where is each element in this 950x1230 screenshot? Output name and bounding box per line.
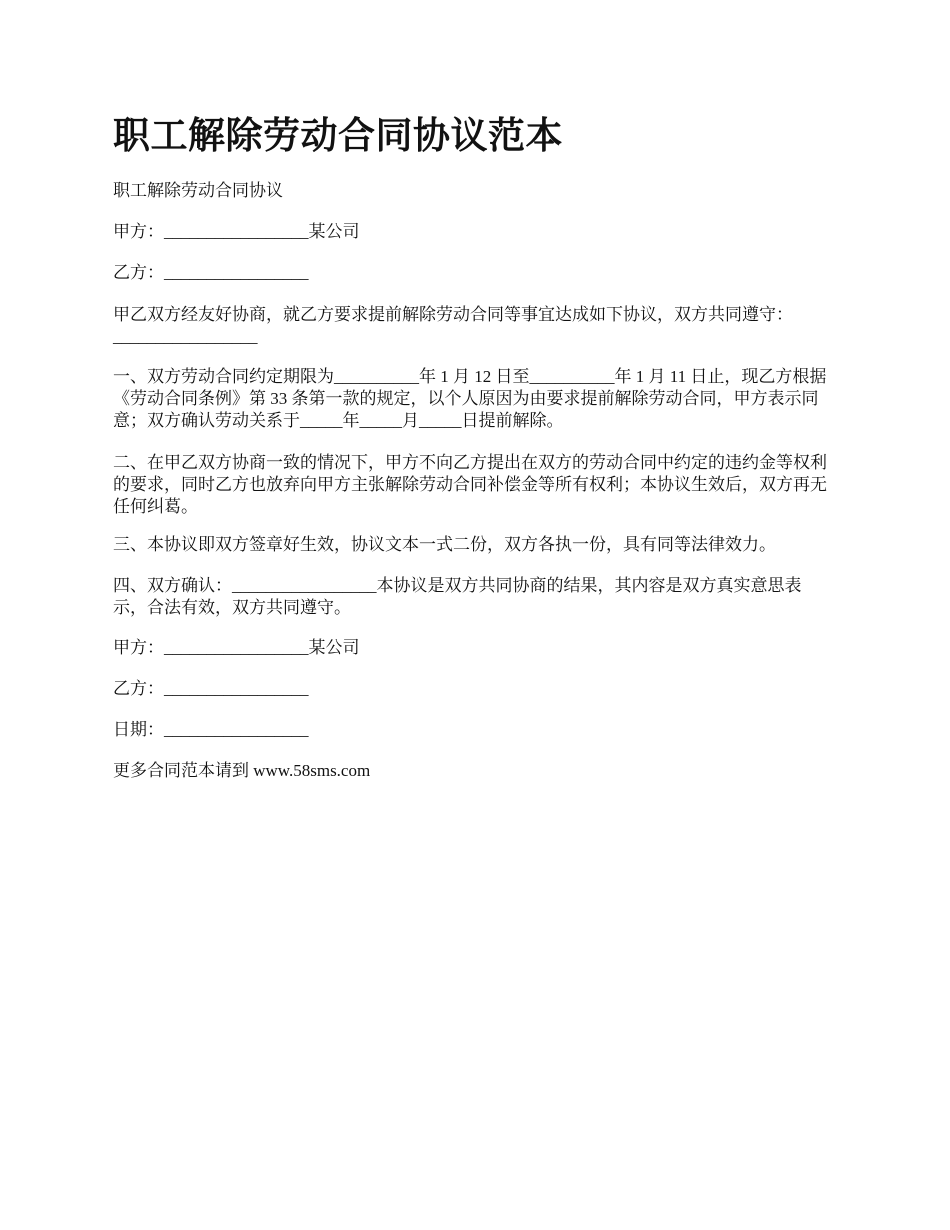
clause-3: 三、本协议即双方签章好生效，协议文本一式二份，双方各执一份，具有同等法律效力。 [113,535,776,554]
document-title: 职工解除劳动合同协议范本 [113,116,563,157]
sign-party-a: 甲方：_________________某公司 [113,638,360,657]
clause-1: 一、双方劳动合同约定期限为__________年 1 月 12 日至__________年 1 月 11 日止，现乙方根据《劳动合同条例》第 33 条第一款的规定，以个人原因为由要求提前解除劳动合同，甲方表示同意；双方确认劳动关系于_____年_____月_____日提前解除。 [113,367,827,430]
sign-date: 日期：_________________ [113,720,309,739]
intro-paragraph: 甲乙双方经友好协商，就乙方要求提前解除劳动合同等事宜达成如下协议，双方共同遵守：_________________ [113,305,793,346]
party-b-line: 乙方：_________________ [113,263,309,282]
footer-link[interactable]: 更多合同范本请到 www.58sms.com [113,761,371,780]
clause-2: 二、在甲乙双方协商一致的情况下，甲方不向乙方提出在双方的劳动合同中约定的违约金等权利的要求，同时乙方也放弃向甲方主张解除劳动合同补偿金等所有权利；本协议生效后，双方再无任何纠葛。 [113,453,827,516]
party-a-line: 甲方：_________________某公司 [113,222,360,241]
document-subtitle: 职工解除劳动合同协议 [113,181,283,200]
clause-4: 四、双方确认：_________________本协议是双方共同协商的结果，其内容是双方真实意思表示，合法有效，双方共同遵守。 [113,576,802,617]
sign-party-b: 乙方：_________________ [113,679,309,698]
